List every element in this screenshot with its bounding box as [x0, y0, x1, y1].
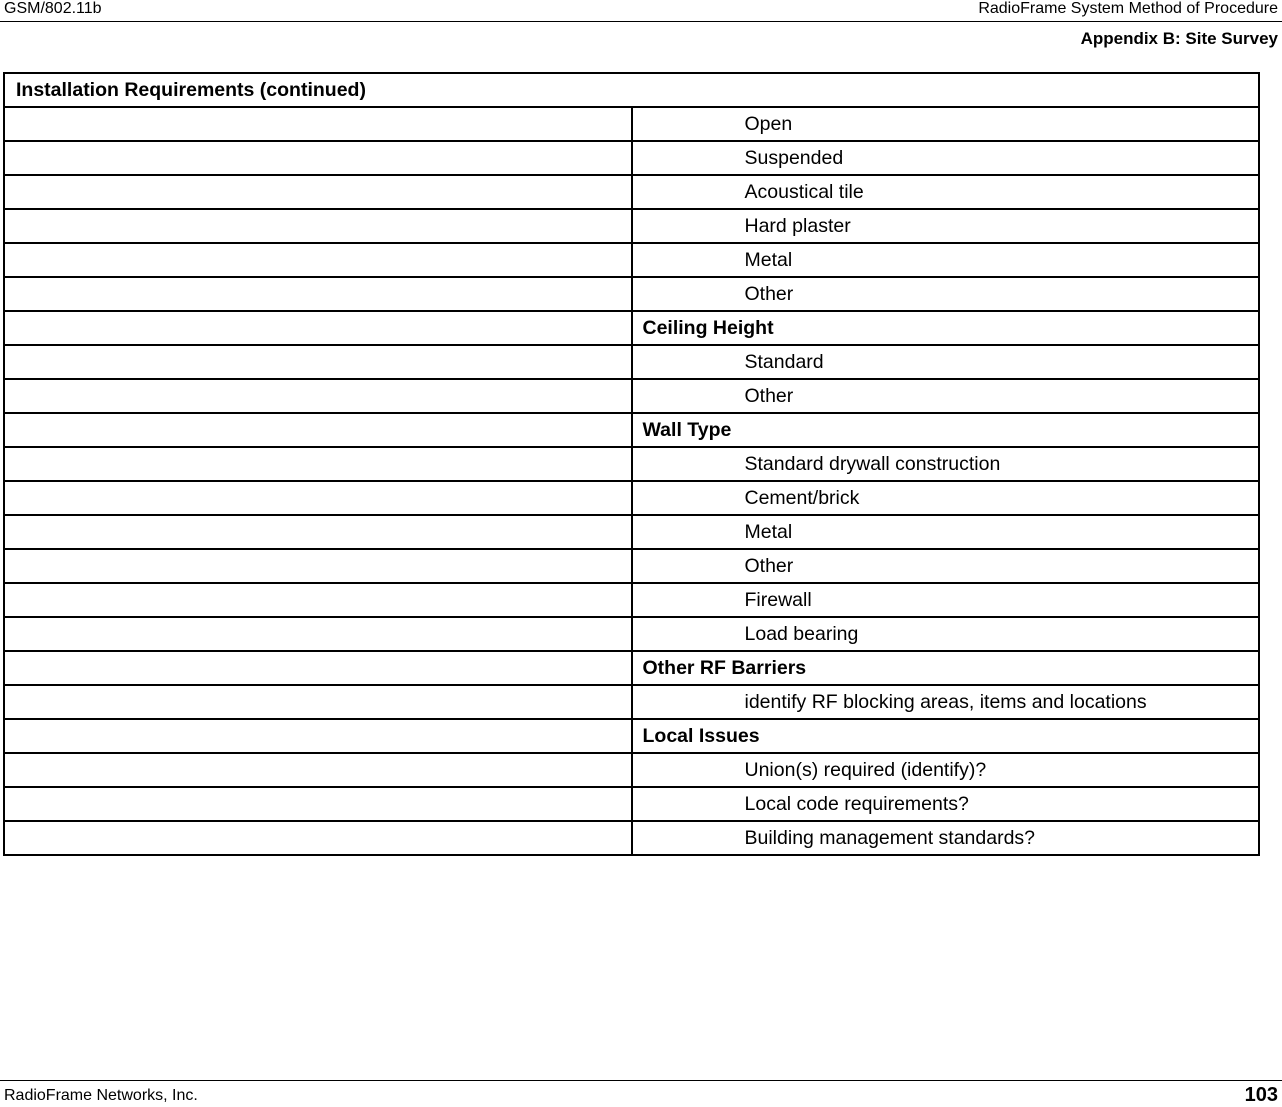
checkbox-cell[interactable] — [4, 583, 632, 617]
table-row — [4, 209, 1259, 243]
table-row — [4, 617, 1259, 651]
table-row — [4, 243, 1259, 277]
option-label: Union(s) required (identify)? — [632, 753, 1260, 787]
table-row — [4, 107, 1259, 141]
page-number: 103 — [1244, 1084, 1278, 1106]
checkbox-cell[interactable] — [4, 175, 632, 209]
checkbox-cell[interactable] — [4, 753, 632, 787]
option-label: Metal — [632, 515, 1260, 549]
table-row — [4, 447, 1259, 481]
section-heading: Other RF Barriers — [632, 651, 1260, 685]
checkbox-cell[interactable] — [4, 515, 632, 549]
option-label: Local code requirements? — [632, 787, 1260, 821]
footer-company: RadioFrame Networks, Inc. — [4, 1087, 198, 1104]
section-heading-row — [4, 311, 1259, 345]
table-row — [4, 753, 1259, 787]
table-row — [4, 821, 1259, 855]
checkbox-cell[interactable] — [4, 447, 632, 481]
table-row — [4, 583, 1259, 617]
checkbox-cell[interactable] — [4, 209, 632, 243]
option-label: Load bearing — [632, 617, 1260, 651]
checkbox-cell[interactable] — [4, 107, 632, 141]
option-label: Cement/brick — [632, 481, 1260, 515]
checkbox-cell[interactable] — [4, 481, 632, 515]
checkbox-cell[interactable] — [4, 413, 632, 447]
option-label: Acoustical tile — [632, 175, 1260, 209]
section-heading: Ceiling Height — [632, 311, 1260, 345]
checkbox-cell[interactable] — [4, 617, 632, 651]
option-label: Open — [632, 107, 1260, 141]
section-heading-row — [4, 651, 1259, 685]
checkbox-cell[interactable] — [4, 651, 632, 685]
checkbox-cell[interactable] — [4, 141, 632, 175]
table-row — [4, 277, 1259, 311]
checkbox-cell[interactable] — [4, 821, 632, 855]
section-heading: Local Issues — [632, 719, 1260, 753]
section-heading-row — [4, 413, 1259, 447]
section-heading: Wall Type — [632, 413, 1260, 447]
table-row — [4, 515, 1259, 549]
option-label: identify RF blocking areas, items and locations — [632, 685, 1260, 719]
checkbox-cell[interactable] — [4, 719, 632, 753]
option-label: Metal — [632, 243, 1260, 277]
option-label: Other — [632, 277, 1260, 311]
table-row — [4, 685, 1259, 719]
table-title-row — [4, 73, 1259, 107]
table-row — [4, 549, 1259, 583]
option-label: Firewall — [632, 583, 1260, 617]
table-row — [4, 379, 1259, 413]
option-label: Standard drywall construction — [632, 447, 1260, 481]
option-label: Hard plaster — [632, 209, 1260, 243]
table-row — [4, 787, 1259, 821]
checkbox-cell[interactable] — [4, 243, 632, 277]
table-row — [4, 141, 1259, 175]
checkbox-cell[interactable] — [4, 549, 632, 583]
option-label: Other — [632, 549, 1260, 583]
option-label: Suspended — [632, 141, 1260, 175]
table-row — [4, 175, 1259, 209]
checkbox-cell[interactable] — [4, 311, 632, 345]
table-row — [4, 345, 1259, 379]
table-title: Installation Requirements (continued) — [4, 73, 1259, 107]
checkbox-cell[interactable] — [4, 685, 632, 719]
option-label: Building management standards? — [632, 821, 1260, 855]
header-appendix: Appendix B: Site Survey — [1080, 29, 1278, 48]
footer-divider — [0, 1080, 1282, 1081]
option-label: Other — [632, 379, 1260, 413]
header-divider — [0, 21, 1282, 22]
checkbox-cell[interactable] — [4, 345, 632, 379]
checkbox-cell[interactable] — [4, 277, 632, 311]
installation-requirements-table — [3, 72, 1260, 856]
header-document-id: GSM/802.11b — [4, 0, 102, 17]
table-row — [4, 481, 1259, 515]
checkbox-cell[interactable] — [4, 787, 632, 821]
checkbox-cell[interactable] — [4, 379, 632, 413]
option-label: Standard — [632, 345, 1260, 379]
header-document-title: RadioFrame System Method of Procedure — [978, 0, 1278, 17]
section-heading-row — [4, 719, 1259, 753]
